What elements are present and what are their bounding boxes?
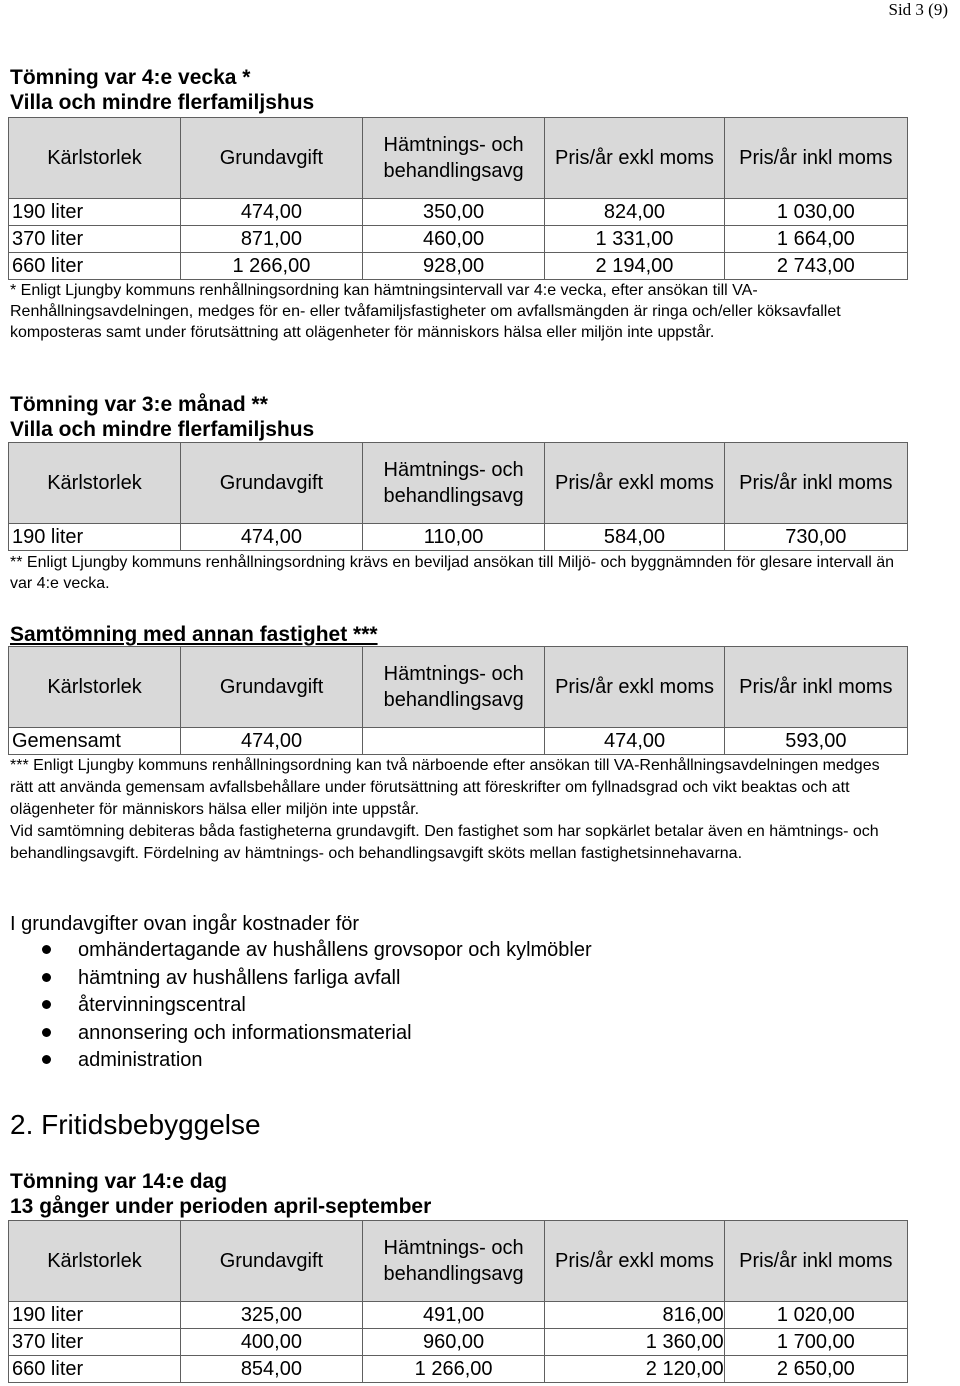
cell-size: 660 liter (9, 1356, 181, 1383)
bullet-icon (42, 1055, 51, 1064)
cell-size: 370 liter (9, 226, 181, 253)
cell-base-fee: 474,00 (181, 728, 363, 755)
list-item (0, 965, 592, 993)
header-size: Kärlstorlek (9, 443, 181, 524)
price-table-14-days (8, 1220, 908, 1383)
cell-size: 370 liter (9, 1329, 181, 1356)
cell-price-incl: 730,00 (724, 524, 907, 551)
cell-size: 660 liter (9, 253, 181, 280)
header-handling-fee: Hämtnings- och behandlingsavg (363, 647, 545, 728)
cell-price-excl: 2 194,00 (545, 253, 724, 280)
section-heading: 2. Fritidsbebyggelse (10, 1109, 261, 1140)
cell-handling-fee: 460,00 (362, 226, 544, 253)
header-size: Kärlstorlek (9, 118, 181, 199)
included-costs-list (0, 937, 592, 1075)
header-price-incl-vat: Pris/år inkl moms (724, 647, 907, 728)
cell-base-fee: 871,00 (180, 226, 362, 253)
footnote-shared: *** Enligt Ljungby kommuns renhållningsordning kan två närboende efter ansökan till VA-Renhållningsavdelningen medges rätt att använda gemensam avfallsbehållare under förutsättning att föreskrifter om fyllnadsgrad och vikt beaktas och att olägenheter för människors hälsa eller miljön inte uppstår. (10, 757, 880, 818)
cell-price-incl: 2 650,00 (724, 1356, 907, 1383)
included-costs-intro: I grundavgifter ovan ingår kostnader för (10, 913, 360, 935)
header-price-incl-vat: Pris/år inkl moms (724, 118, 907, 199)
header-base-fee: Grundavgift (180, 443, 362, 524)
table-row (9, 1356, 908, 1383)
cell-price-excl: 1 360,00 (545, 1329, 724, 1356)
table-row (9, 524, 908, 551)
list-item (0, 1020, 592, 1048)
header-handling-fee: Hämtnings- och behandlingsavg (362, 118, 544, 199)
header-handling-fee: Hämtnings- och behandlingsavg (362, 443, 544, 524)
section2-title: Tömning var 3:e månad ** (10, 393, 268, 416)
header-base-fee: Grundavgift (181, 647, 363, 728)
header-price-incl-vat: Pris/år inkl moms (724, 443, 907, 524)
cell-size: 190 liter (9, 524, 181, 551)
cell-size: Gemensamt (9, 728, 181, 755)
cell-handling-fee: 1 266,00 (362, 1356, 544, 1383)
list-item (0, 992, 592, 1020)
cell-price-incl: 1 030,00 (724, 199, 907, 226)
cell-price-excl: 584,00 (545, 524, 724, 551)
header-handling-fee: Hämtnings- och behandlingsavg (362, 1221, 544, 1302)
cell-price-excl: 1 331,00 (545, 226, 724, 253)
table-row (9, 1302, 908, 1329)
header-size: Kärlstorlek (9, 647, 181, 728)
cell-size: 190 liter (9, 1302, 181, 1329)
list-item (0, 1047, 592, 1075)
bullet-icon (42, 1028, 51, 1037)
header-base-fee: Grundavgift (180, 118, 362, 199)
section4-subtitle: 13 gånger under perioden april-september (10, 1195, 432, 1218)
table-header-row (9, 647, 908, 728)
list-item-text: administration (78, 1049, 203, 1071)
cell-base-fee: 854,00 (180, 1356, 362, 1383)
cell-handling-fee: 110,00 (362, 524, 544, 551)
cell-base-fee: 1 266,00 (180, 253, 362, 280)
cell-price-excl: 824,00 (545, 199, 724, 226)
list-item-text: återvinningscentral (78, 994, 246, 1016)
cell-size: 190 liter (9, 199, 181, 226)
cell-handling-fee: 350,00 (362, 199, 544, 226)
cell-price-excl: 2 120,00 (545, 1356, 724, 1383)
cell-handling-fee: 960,00 (362, 1329, 544, 1356)
price-table-3-months (8, 442, 908, 551)
table-header-row (9, 118, 908, 199)
cell-price-excl: 474,00 (545, 728, 724, 755)
shared-billing-note: Vid samtömning debiteras båda fastigheterna grundavgift. Den fastighet som har sopkärlet betalar även en hämtnings- och behandlingsavgift. Fördelning av hämtnings- och behandlingsavgift sköts mellan fastighetsinnehavarna. (10, 823, 879, 862)
page-number: Sid 3 (9) (888, 0, 948, 19)
table-row (9, 1329, 908, 1356)
cell-price-incl: 1 020,00 (724, 1302, 907, 1329)
price-table-4-weeks (8, 117, 908, 280)
list-item (0, 937, 592, 965)
cell-handling-fee: 491,00 (362, 1302, 544, 1329)
section4-title: Tömning var 14:e dag (10, 1170, 228, 1193)
cell-price-excl: 816,00 (545, 1302, 724, 1329)
cell-price-incl: 2 743,00 (724, 253, 907, 280)
header-price-excl-vat: Pris/år exkl moms (545, 1221, 724, 1302)
list-item-text: annonsering och informationsmaterial (78, 1021, 412, 1044)
section1-subtitle: Villa och mindre flerfamiljshus (10, 91, 315, 114)
cell-price-incl: 593,00 (724, 728, 907, 755)
header-price-excl-vat: Pris/år exkl moms (545, 647, 724, 728)
footnote-3-months: ** Enligt Ljungby kommuns renhållningsordning krävs en beviljad ansökan till Miljö- och byggnämnden för glesare intervall än var 4:e vecka. (10, 554, 895, 592)
table-header-row (9, 443, 908, 524)
footnote-4-weeks: * Enligt Ljungby kommuns renhållningsordning kan hämtningsintervall var 4:e vecka, efter ansökan till VA-Renhållningsavdelningen, medges för en- eller tvåfamiljsfastigheter om avfallsmängden är ringa och/eller köksavfallet komposteras samt under förutsättning att olägenheter för människors hälsa eller miljön inte uppstår. (10, 282, 841, 341)
section2-subtitle: Villa och mindre flerfamiljshus (10, 418, 315, 441)
section1-title: Tömning var 4:e vecka * (10, 66, 251, 89)
table-row (9, 253, 908, 280)
cell-price-incl: 1 664,00 (724, 226, 907, 253)
cell-base-fee: 474,00 (180, 524, 362, 551)
table-row (9, 226, 908, 253)
header-price-excl-vat: Pris/år exkl moms (545, 118, 724, 199)
header-base-fee: Grundavgift (180, 1221, 362, 1302)
bullet-icon (42, 945, 51, 954)
cell-base-fee: 325,00 (180, 1302, 362, 1329)
list-item-text: omhändertagande av hushållens grovsopor och kylmöbler (78, 939, 592, 961)
section3-title: Samtömning med annan fastighet *** (10, 623, 378, 646)
table-row (9, 199, 908, 226)
table-row (9, 728, 908, 755)
cell-price-incl: 1 700,00 (724, 1329, 907, 1356)
header-price-incl-vat: Pris/år inkl moms (724, 1221, 907, 1302)
table-header-row (9, 1221, 908, 1302)
header-price-excl-vat: Pris/år exkl moms (545, 443, 724, 524)
cell-handling-fee (363, 728, 545, 755)
cell-base-fee: 474,00 (180, 199, 362, 226)
list-item-text: hämtning av hushållens farliga avfall (78, 966, 401, 989)
price-table-shared (8, 646, 908, 755)
cell-base-fee: 400,00 (180, 1329, 362, 1356)
bullet-icon (42, 973, 51, 982)
cell-handling-fee: 928,00 (362, 253, 544, 280)
bullet-icon (42, 1000, 51, 1009)
header-size: Kärlstorlek (9, 1221, 181, 1302)
